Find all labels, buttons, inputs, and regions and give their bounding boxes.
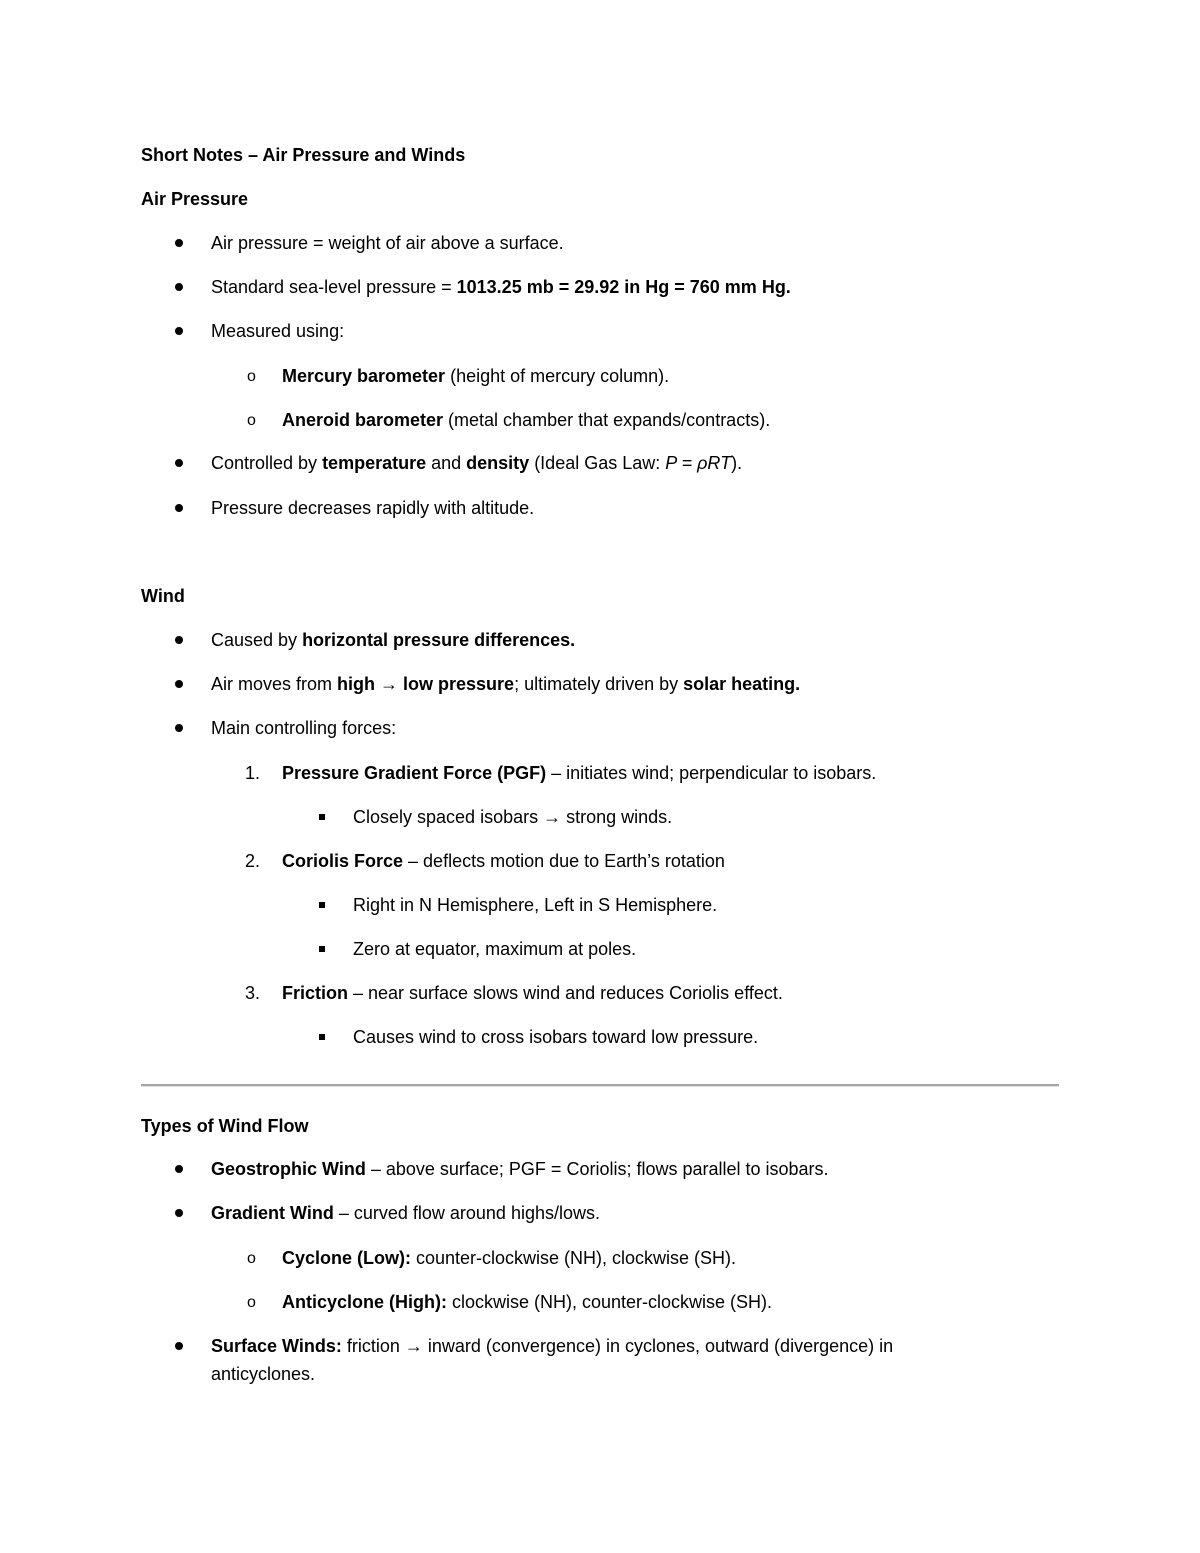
bullet-icon: [175, 239, 183, 247]
text-run: – near surface slows wind and reduces Coriolis effect.: [348, 983, 783, 1003]
bullet-icon: [175, 283, 183, 291]
list-item: Main controlling forces:: [211, 718, 397, 738]
list-item: Air pressure = weight of air above a surface.: [211, 233, 564, 253]
text-run: – above surface; PGF = Coriolis; flows parallel to isobars.: [365, 1159, 829, 1179]
formula: P = ρRT: [665, 453, 732, 473]
square-bullet-icon: [319, 814, 325, 820]
section-heading-air-pressure: Air Pressure: [141, 189, 249, 209]
text-run: Friction: [282, 983, 348, 1003]
list-number: 1.: [245, 763, 261, 783]
bullet-icon: [175, 1342, 183, 1350]
text-run: Standard sea-level pressure =: [211, 277, 457, 297]
list-item: [282, 850, 725, 872]
text-run: ; ultimately driven by: [514, 674, 684, 694]
text-run: 1013.25 mb = 29.92 in Hg = 760 mm Hg.: [456, 277, 791, 297]
list-item: Causes wind to cross isobars toward low pressure.: [353, 1027, 759, 1047]
bullet-icon: [175, 459, 183, 467]
text-run: Cyclone (Low):: [282, 1248, 411, 1268]
list-item: [211, 276, 791, 298]
text-run: Surface Winds:: [211, 1336, 342, 1356]
text-run: ).: [731, 453, 743, 473]
text-run: Mercury barometer: [282, 366, 446, 386]
text-run: clockwise (NH), counter-clockwise (SH).: [447, 1292, 773, 1312]
bullet-icon: [175, 636, 183, 644]
list-item: Zero at equator, maximum at poles.: [353, 939, 637, 959]
list-item: [282, 762, 876, 784]
bullet-icon: [175, 327, 183, 335]
circle-bullet-icon: o: [247, 1250, 256, 1267]
text-run: counter-clockwise (NH), clockwise (SH).: [411, 1248, 737, 1268]
list-item: [211, 629, 575, 651]
text-run: temperature: [322, 453, 427, 473]
list-item: [282, 1291, 772, 1313]
circle-bullet-icon: o: [247, 1294, 256, 1311]
text-run: and: [426, 453, 467, 473]
bullet-icon: [175, 724, 183, 732]
text-run: (height of mercury column).: [445, 366, 670, 386]
text-run: Aneroid barometer: [282, 410, 444, 430]
text-run: (metal chamber that expands/contracts).: [443, 410, 771, 430]
list-item: [282, 365, 669, 387]
list-item: Right in N Hemisphere, Left in S Hemisphere.: [353, 895, 718, 915]
square-bullet-icon: [319, 1034, 325, 1040]
text-run: solar heating.: [683, 674, 801, 694]
section-heading-wind-flow: Types of Wind Flow: [141, 1116, 309, 1136]
list-item: [282, 409, 770, 431]
text-run: Geostrophic Wind: [211, 1159, 366, 1179]
list-item: [211, 1202, 600, 1224]
text-run: Controlled by: [211, 453, 323, 473]
list-item: [211, 1158, 829, 1180]
list-item: [282, 982, 783, 1004]
list-number: 2.: [245, 851, 261, 871]
list-item: [211, 1332, 971, 1388]
horizontal-divider: [141, 1084, 1059, 1086]
list-item: [211, 673, 800, 695]
bullet-icon: [175, 504, 183, 512]
text-run: Caused by: [211, 630, 303, 650]
page-title: Short Notes – Air Pressure and Winds: [141, 145, 466, 165]
text-run: friction → inward (convergence) in cyclones, outward (divergence) in anticyclones.: [211, 1336, 894, 1384]
circle-bullet-icon: o: [247, 368, 256, 385]
list-item: Measured using:: [211, 321, 345, 341]
text-run: Air moves from: [211, 674, 338, 694]
circle-bullet-icon: o: [247, 412, 256, 429]
section-heading-wind: Wind: [141, 586, 185, 606]
text-run: Gradient Wind: [211, 1203, 334, 1223]
text-run: – deflects motion due to Earth’s rotation: [403, 851, 725, 871]
text-run: high → low pressure: [337, 674, 515, 694]
text-run: horizontal pressure differences.: [302, 630, 576, 650]
text-run: density: [466, 453, 530, 473]
list-item: Closely spaced isobars → strong winds.: [353, 807, 673, 827]
text-run: Pressure Gradient Force (PGF): [282, 763, 547, 783]
square-bullet-icon: [319, 902, 325, 908]
list-number: 3.: [245, 983, 261, 1003]
text-run: – curved flow around highs/lows.: [333, 1203, 600, 1223]
text-run: Anticyclone (High):: [282, 1292, 447, 1312]
list-item: [211, 452, 742, 474]
text-run: (Ideal Gas Law:: [529, 453, 666, 473]
text-run: – initiates wind; perpendicular to isobars.: [546, 763, 877, 783]
text-run: Coriolis Force: [282, 851, 404, 871]
square-bullet-icon: [319, 946, 325, 952]
list-item: Pressure decreases rapidly with altitude.: [211, 498, 535, 518]
bullet-icon: [175, 1165, 183, 1173]
bullet-icon: [175, 1209, 183, 1217]
list-item: [282, 1247, 736, 1269]
bullet-icon: [175, 680, 183, 688]
